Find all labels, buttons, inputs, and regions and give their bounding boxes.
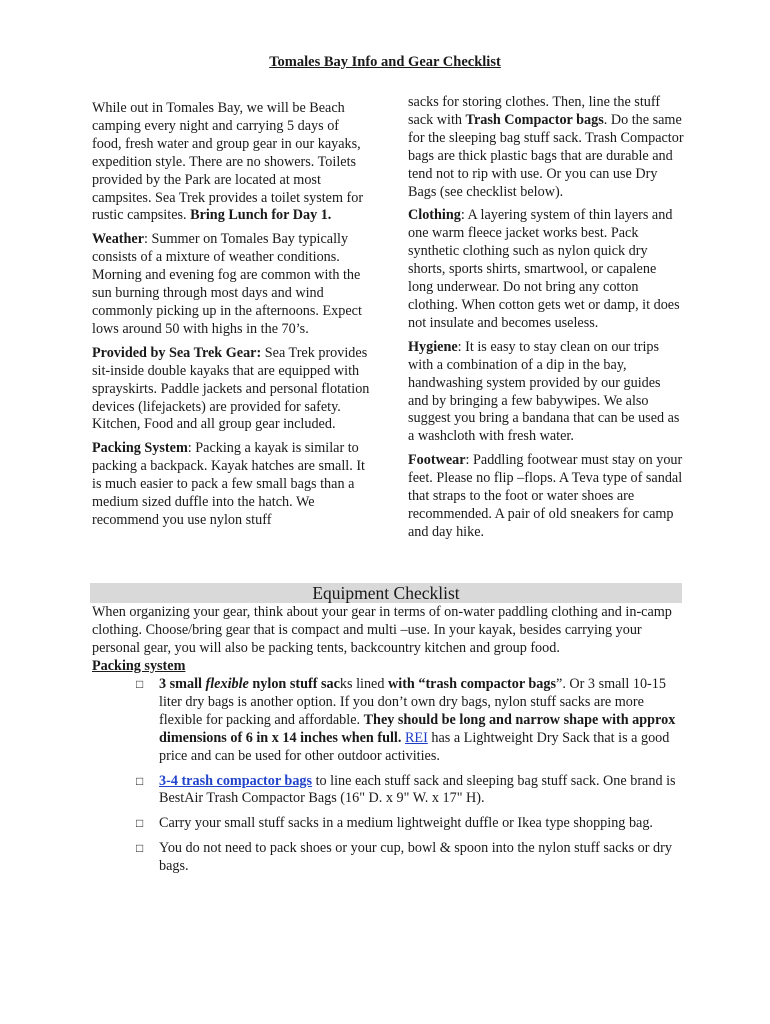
list-item: □ 3 small flexible nylon stuff sacks lined with “trash compactor bags”. Or 3 small 10-15 liter dry bags is another option. If you don’t own dry bags, nylon stuff sacks are more flexible for packing and affordable. They should be long and narrow shape with approx dimensions of 6 in x 14 inches when full. REI has a Lightweight Dry Sack that is a good price and can be used for other outdoor activities. (136, 676, 676, 764)
weather-paragraph: Weather: Summer on Tomales Bay typically consists of a mixture of weather conditions. Morning and evening fog are common with the sun burning through most days and wind commonly picking up in the afternoons. Expect lows around 50 with highs in the 70’s. (92, 231, 362, 337)
list-item: □ Carry your small stuff sacks in a medium lightweight duffle or Ikea type shopping bag. (136, 815, 653, 832)
right-column (408, 94, 684, 548)
packing-checklist (92, 676, 686, 883)
provided-gear-label: Provided by Sea Trek Gear: (92, 344, 262, 361)
list-item: □ 3-4 trash compactor bags to line each stuff sack and sleeping bag stuff sack. One brand is BestAir Trash Compactor Bags (16" D. x 9" W. x 17" H). (136, 772, 676, 807)
checklist-title: Equipment Checklist (312, 583, 460, 603)
list-item: □ You do not need to pack shoes or your cup, bowl & spoon into the nylon stuff sacks or dry bags. (136, 840, 672, 875)
hygiene-label: Hygiene (408, 338, 458, 355)
lunch-note: Bring Lunch for Day 1. (190, 207, 332, 224)
checkbox-icon[interactable]: □ (136, 677, 144, 691)
intro-paragraph: While out in Tomales Bay, we will be Beach camping every night and carrying 5 days of food, fresh water and group gear in our kayaks, expedition style. There are no showers. Toilets provided by the Park are located at most campsites. Sea Trek provides a toilet system for rustic campsites. Bring Lunch for Day 1. (92, 100, 364, 224)
checklist-intro: When organizing your gear, think about your gear in terms of on-water paddling clothing and in-camp clothing. Choose/bring gear that is compact and multi –use. In your kayak, besides carrying your personal gear, you will also be packing tents, backcountry kitchen and group food. (92, 604, 672, 656)
checkbox-icon[interactable]: □ (136, 816, 144, 831)
clothing-paragraph: Clothing: A layering system of thin layers and one warm fleece jacket works best. Pack synthetic clothing such as nylon quick dry shorts, sports shirts, smartwool, or capalene long underwear. Do not bring any cotton clothing. When cotton gets wet or damp, it does not insulate and becomes useless. (408, 207, 680, 331)
checkbox-icon[interactable]: □ (136, 841, 144, 856)
weather-label: Weather (92, 231, 145, 248)
checkbox-icon[interactable]: □ (136, 773, 144, 788)
packing-system-paragraph: Packing System: Packing a kayak is similar to packing a backpack. Kayak hatches are small. It is much easier to pack a few small bags than a medium sized duffle into the hatch. We recommend you use nylon stuff (92, 440, 365, 528)
clothing-label: Clothing (408, 207, 461, 224)
packing-system-label: Packing System (92, 440, 188, 457)
footwear-label: Footwear (408, 452, 466, 469)
trash-compactor-bags-link[interactable]: 3-4 trash compactor bags (159, 772, 313, 789)
packing-continued-paragraph: sacks for storing clothes. Then, line the stuff sack with Trash Compactor bags. Do the same for the sleeping bag stuff sack. Trash Compactor bags are thick plastic bags that are durable and tend not to rip with use. Or you can use Dry Bags (see checklist below). (408, 94, 684, 200)
rei-link[interactable]: REI (404, 729, 428, 746)
hygiene-paragraph: Hygiene: It is easy to stay clean on our trips with a combination of a dip in the bay, handwashing system provided by our guides and by bringing a few babywipes. We also suggest you bring a bandana that can be used as a washcloth with fresh water. (408, 338, 680, 445)
provided-gear-paragraph: Provided by Sea Trek Gear: Sea Trek provides sit-inside double kayaks that are equipped with sprayskirts. Paddle jackets and personal flotation devices (lifejackets) are provided for safety. Kitchen, Food and all group gear included. (92, 344, 370, 433)
packing-system-heading: Packing system (92, 658, 186, 674)
left-column (92, 100, 370, 536)
document-title: Tomales Bay Info and Gear Checklist (269, 54, 501, 70)
footwear-paragraph: Footwear: Paddling footwear must stay on your feet. Please no flip –flops. A Teva type of sandal that straps to the foot or water shoes are recommended. A pair of old sneakers for camp and day hike. (408, 452, 683, 540)
